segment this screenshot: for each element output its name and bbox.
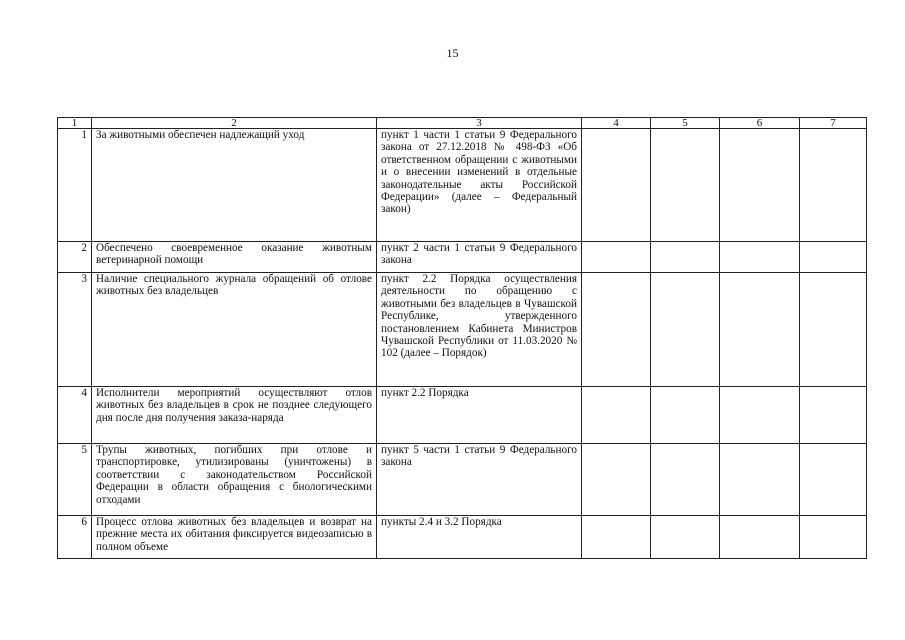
legal-basis-cell: пункт 2.2 Порядка осуществления деятельности по обращению с животными без владельцев в Чувашской Республике, утвержденного постановлением Кабинета Министров Чувашской Республики от 11.03.2020 № 102 (далее – Порядок) xyxy=(377,273,582,387)
requirement-cell: Наличие специального журнала обращений об отлове животных без владельцев xyxy=(92,273,377,387)
empty-cell xyxy=(800,129,867,242)
column-header: 6 xyxy=(720,118,800,129)
requirement-cell: Исполнители мероприятий осуществляют отлов животных без владельцев в срок не позднее следующего дня после дня получения заказа-наряда xyxy=(92,387,377,444)
column-header: 7 xyxy=(800,118,867,129)
column-header: 2 xyxy=(92,118,377,129)
row-number: 2 xyxy=(58,242,92,273)
empty-cell xyxy=(582,516,651,559)
legal-basis-cell: пункт 2.2 Порядка xyxy=(377,387,582,444)
empty-cell xyxy=(651,129,720,242)
table-row xyxy=(58,129,867,242)
requirement-cell: Процесс отлова животных без владельцев и возврат на прежние места их обитания фиксируется видеозаписью в полном объеме xyxy=(92,516,377,559)
empty-cell xyxy=(800,516,867,559)
empty-cell xyxy=(720,387,800,444)
requirement-cell: Обеспечено своевременное оказание животным ветеринарной помощи xyxy=(92,242,377,273)
column-header: 3 xyxy=(377,118,582,129)
table-row xyxy=(58,444,867,516)
legal-basis-cell: пункты 2.4 и 3.2 Порядка xyxy=(377,516,582,559)
empty-cell xyxy=(720,273,800,387)
empty-cell xyxy=(651,516,720,559)
empty-cell xyxy=(800,444,867,516)
empty-cell xyxy=(651,444,720,516)
header-row xyxy=(58,118,867,129)
empty-cell xyxy=(800,387,867,444)
requirement-cell: Трупы животных, погибших при отлове и транспортировке, утилизированы (уничтожены) в соответствии с законодательством Российской Федерации в области обращения с биологическими отходами xyxy=(92,444,377,516)
column-header: 1 xyxy=(58,118,92,129)
column-header: 5 xyxy=(651,118,720,129)
empty-cell xyxy=(651,273,720,387)
empty-cell xyxy=(720,242,800,273)
empty-cell xyxy=(651,387,720,444)
empty-cell xyxy=(720,444,800,516)
row-number: 5 xyxy=(58,444,92,516)
empty-cell xyxy=(651,242,720,273)
row-number: 1 xyxy=(58,129,92,242)
table-row xyxy=(58,273,867,387)
legal-basis-cell: пункт 1 части 1 статьи 9 Федерального закона от 27.12.2018 № 498-ФЗ «Об ответственном обращении с животными и о внесении изменений в отдельные законодательные акты Российской Федерации» (далее – Федеральный закон) xyxy=(377,129,582,242)
empty-cell xyxy=(800,273,867,387)
row-number: 6 xyxy=(58,516,92,559)
empty-cell xyxy=(582,273,651,387)
table-row xyxy=(58,387,867,444)
requirement-cell: За животными обеспечен надлежащий уход xyxy=(92,129,377,242)
empty-cell xyxy=(582,129,651,242)
inspection-checklist-table xyxy=(57,117,867,559)
empty-cell xyxy=(582,387,651,444)
table-row xyxy=(58,242,867,273)
page-number: 15 xyxy=(446,46,459,60)
empty-cell xyxy=(582,242,651,273)
table-row xyxy=(58,516,867,559)
empty-cell xyxy=(582,444,651,516)
row-number: 3 xyxy=(58,273,92,387)
legal-basis-cell: пункт 5 части 1 статьи 9 Федерального закона xyxy=(377,444,582,516)
row-number: 4 xyxy=(58,387,92,444)
legal-basis-cell: пункт 2 части 1 статьи 9 Федерального закона xyxy=(377,242,582,273)
empty-cell xyxy=(720,129,800,242)
column-header: 4 xyxy=(582,118,651,129)
empty-cell xyxy=(720,516,800,559)
empty-cell xyxy=(800,242,867,273)
